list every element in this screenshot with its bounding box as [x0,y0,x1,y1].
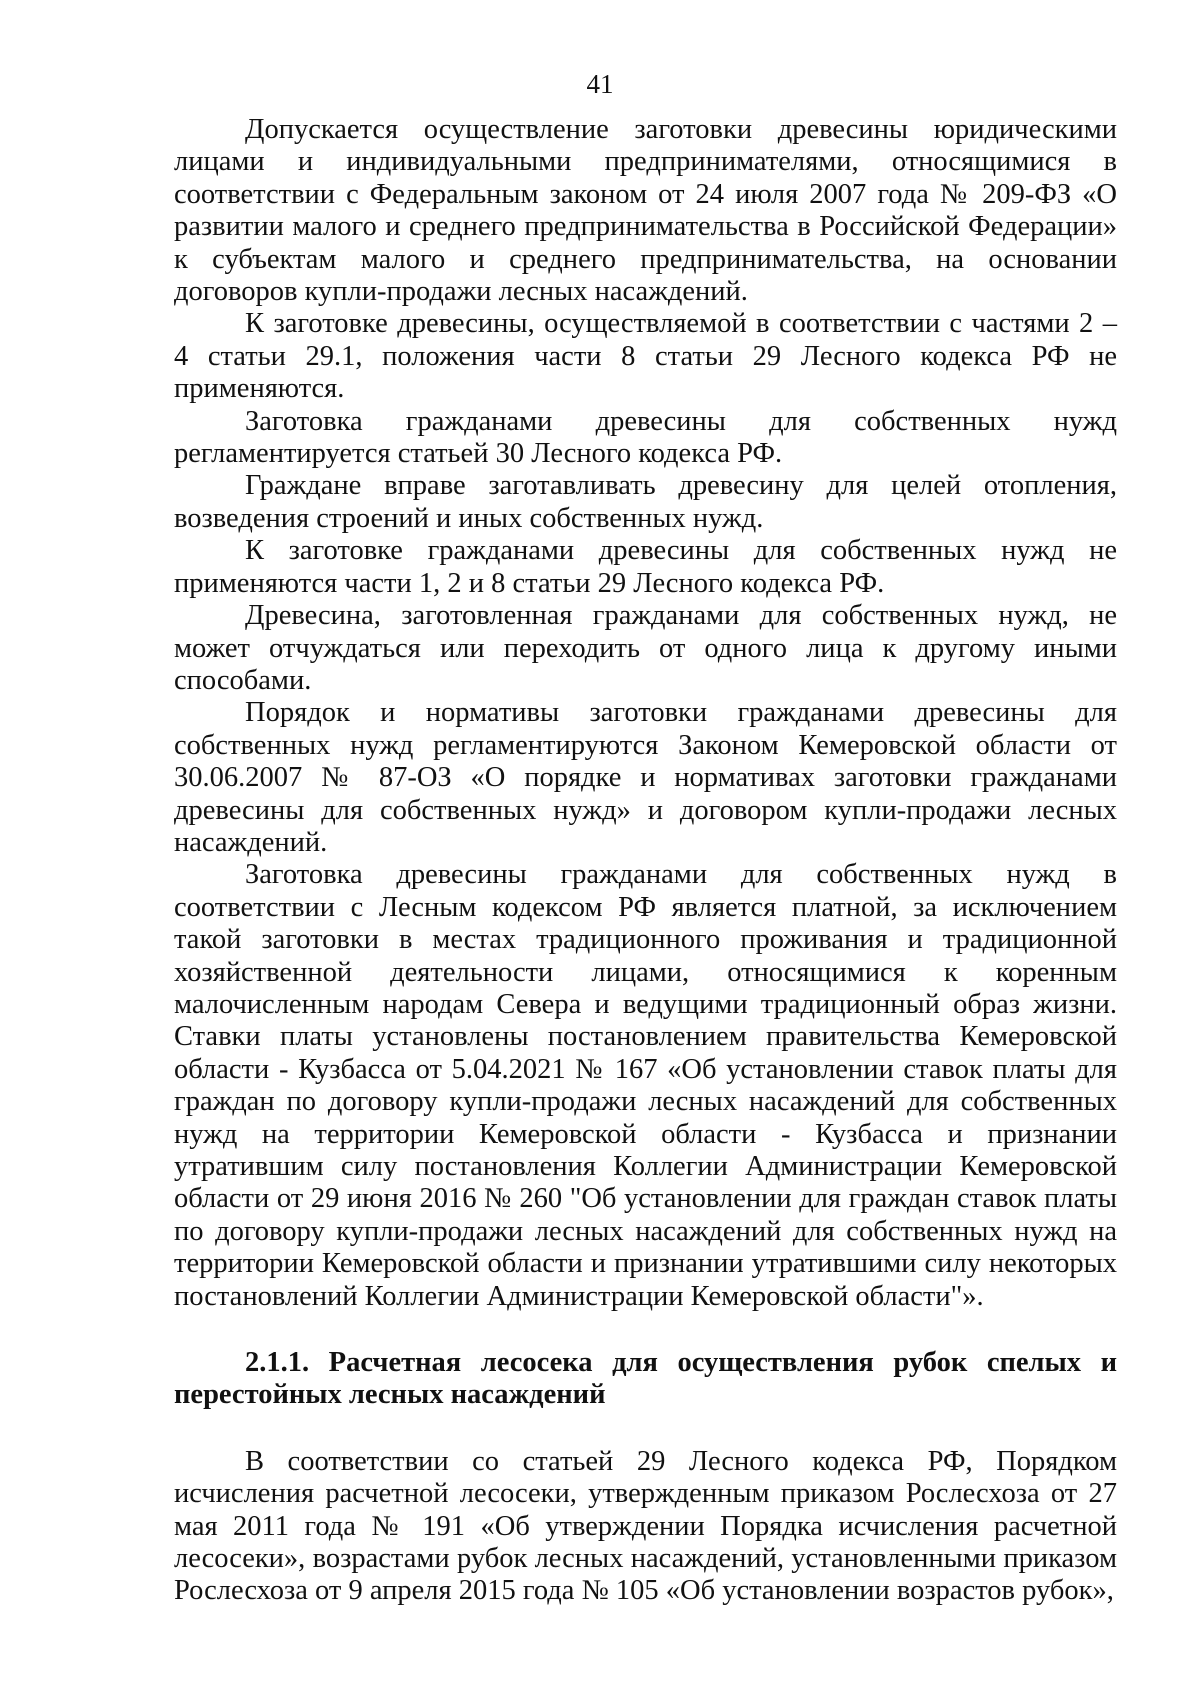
paragraph: Заготовка древесины гражданами для собственных нужд в соответствии с Лесным кодексом РФ является платной, за исключением такой заготовки в местах традиционного проживания и традиционной хозяйственной деятельности лицами, относящимися к коренным малочисленным народам Севера и ведущими традиционный образ жизни. Ставки платы установлены постановлением правительства Кемеровской области - Кузбасса от 5.04.2021 № 167 «Об установлении ставок платы для граждан по договору купли-продажи лесных насаждений для собственных нужд на территории Кемеровской области - Кузбасса и признании утратившим силу постановления Коллегии Администрации Кемеровской области от 29 июня 2016 № 260 "Об установлении для граждан ставок платы по договору купли-продажи лесных насаждений для собственных нужд на территории Кемеровской области и признании утратившими силу некоторых постановлений Коллегии Администрации Кемеровской области"». [174,859,1117,1312]
document-body [174,114,1117,1608]
paragraph: К заготовке древесины, осуществляемой в соответствии с частями 2 – 4 статьи 29.1, положения части 8 статьи 29 Лесного кодекса РФ не применяются. [174,308,1117,405]
section-paragraph: В соответствии со статьей 29 Лесного кодекса РФ, Порядком исчисления расчетной лесосеки, утвержденным приказом Рослесхоза от 27 мая 2011 года № 191 «Об утверждении Порядка исчисления расчетной лесосеки», возрастами рубок лесных насаждений, установленными приказом Рослесхоза от 9 апреля 2015 года № 105 «Об установлении возрастов рубок», [174,1445,1117,1607]
paragraph: Порядок и нормативы заготовки гражданами древесины для собственных нужд регламентируются Законом Кемеровской области от 30.06.2007 № 87-ОЗ «О порядке и нормативах заготовки гражданами древесины для собственных нужд» и договором купли-продажи лесных насаждений. [174,697,1117,858]
paragraph: К заготовке гражданами древесины для собственных нужд не применяются части 1, 2 и 8 статьи 29 Лесного кодекса РФ. [174,535,1117,599]
section-heading: 2.1.1. Расчетная лесосека для осуществления рубок спелых и перестойных лесных насаждений [174,1347,1117,1411]
page-number: 41 [586,69,614,99]
paragraph: Допускается осуществление заготовки древесины юридическими лицами и индивидуальными предпринимателями, относящимися в соответствии с Федеральным законом от 24 июля 2007 года № 209-ФЗ «О развитии малого и среднего предпринимательства в Российской Федерации» к субъектам малого и среднего предпринимательства, на основании договоров купли-продажи лесных насаждений. [174,114,1117,308]
paragraph: Граждане вправе заготавливать древесину для целей отопления, возведения строений и иных собственных нужд. [174,470,1117,534]
paragraph: Древесина, заготовленная гражданами для собственных нужд, не может отчуждаться или переходить от одного лица к другому иными способами. [174,600,1117,696]
paragraph: Заготовка гражданами древесины для собственных нужд регламентируется статьей 30 Лесного кодекса РФ. [174,405,1117,470]
